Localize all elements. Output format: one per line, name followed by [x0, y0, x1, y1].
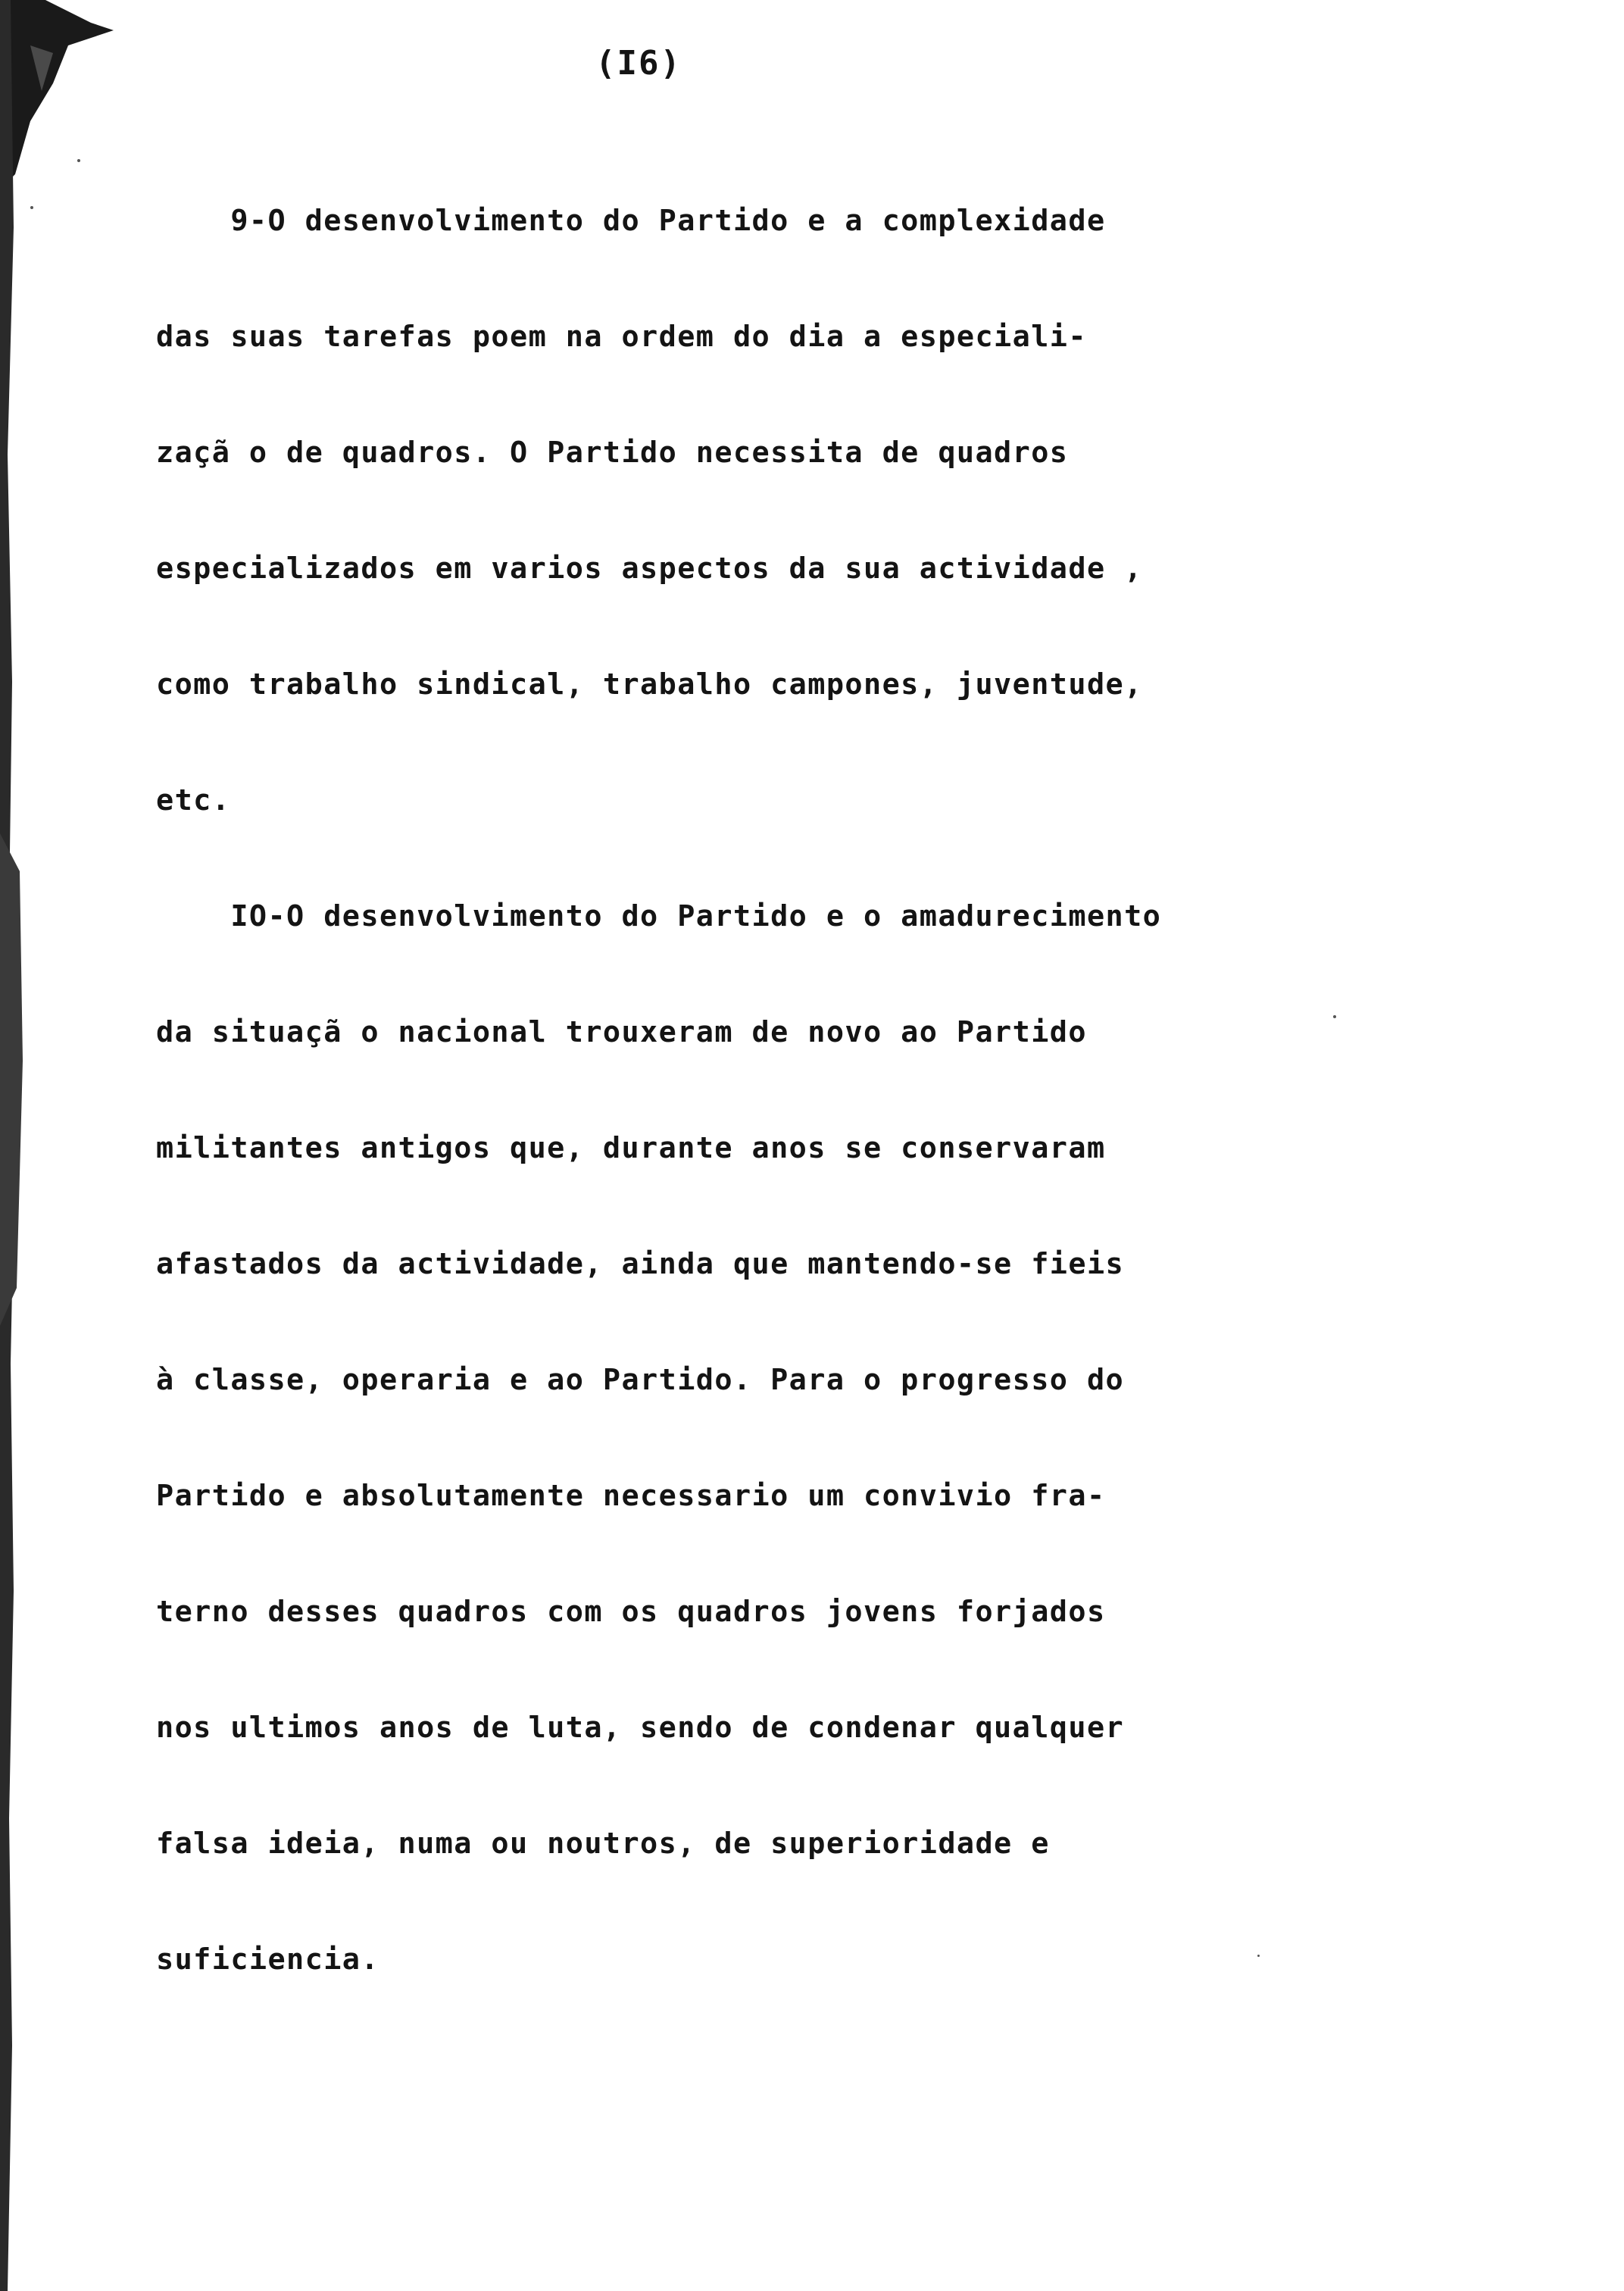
text-line: das suas tarefas poem na ordem do dia a especiali- [156, 320, 1087, 354]
text-line: falsa ideia, numa ou noutros, de superioridade e [156, 1827, 1050, 1861]
text-line: militantes antigos que, durante anos se conservaram [156, 1131, 1106, 1165]
scan-speck [77, 159, 80, 162]
text-line: como trabalho sindical, trabalho campones, juventude, [156, 667, 1143, 702]
text-line: especializados em varios aspectos da sua actividade , [156, 552, 1143, 586]
scan-speck [30, 206, 33, 209]
text-line: nos ultimos anos de luta, sendo de condenar qualquer [156, 1711, 1125, 1745]
text-line: afastados da actividade, ainda que mantendo-se fieis [156, 1247, 1125, 1281]
text-line: suficiencia. [156, 1943, 379, 1977]
text-line: zaçã o de quadros. O Partido necessita de quadros [156, 436, 1069, 470]
text-line: terno desses quadros com os quadros jovens forjados [156, 1595, 1106, 1629]
text-line: etc. [156, 783, 231, 817]
scan-edge-shadow [0, 0, 30, 2291]
text-line: da situaçã o nacional trouxeram de novo ao Partido [156, 1015, 1087, 1049]
text-line: Partido e absolutamente necessario um convivio fra- [156, 1479, 1106, 1513]
text-line: 9-O desenvolvimento do Partido e a complexidade [156, 204, 1106, 238]
typewritten-text [156, 124, 1459, 2056]
page-number: (I6) [595, 44, 682, 83]
text-line: à classe, operaria e ao Partido. Para o progresso do [156, 1363, 1125, 1397]
text-line: IO-O desenvolvimento do Partido e o amadurecimento [156, 899, 1162, 933]
